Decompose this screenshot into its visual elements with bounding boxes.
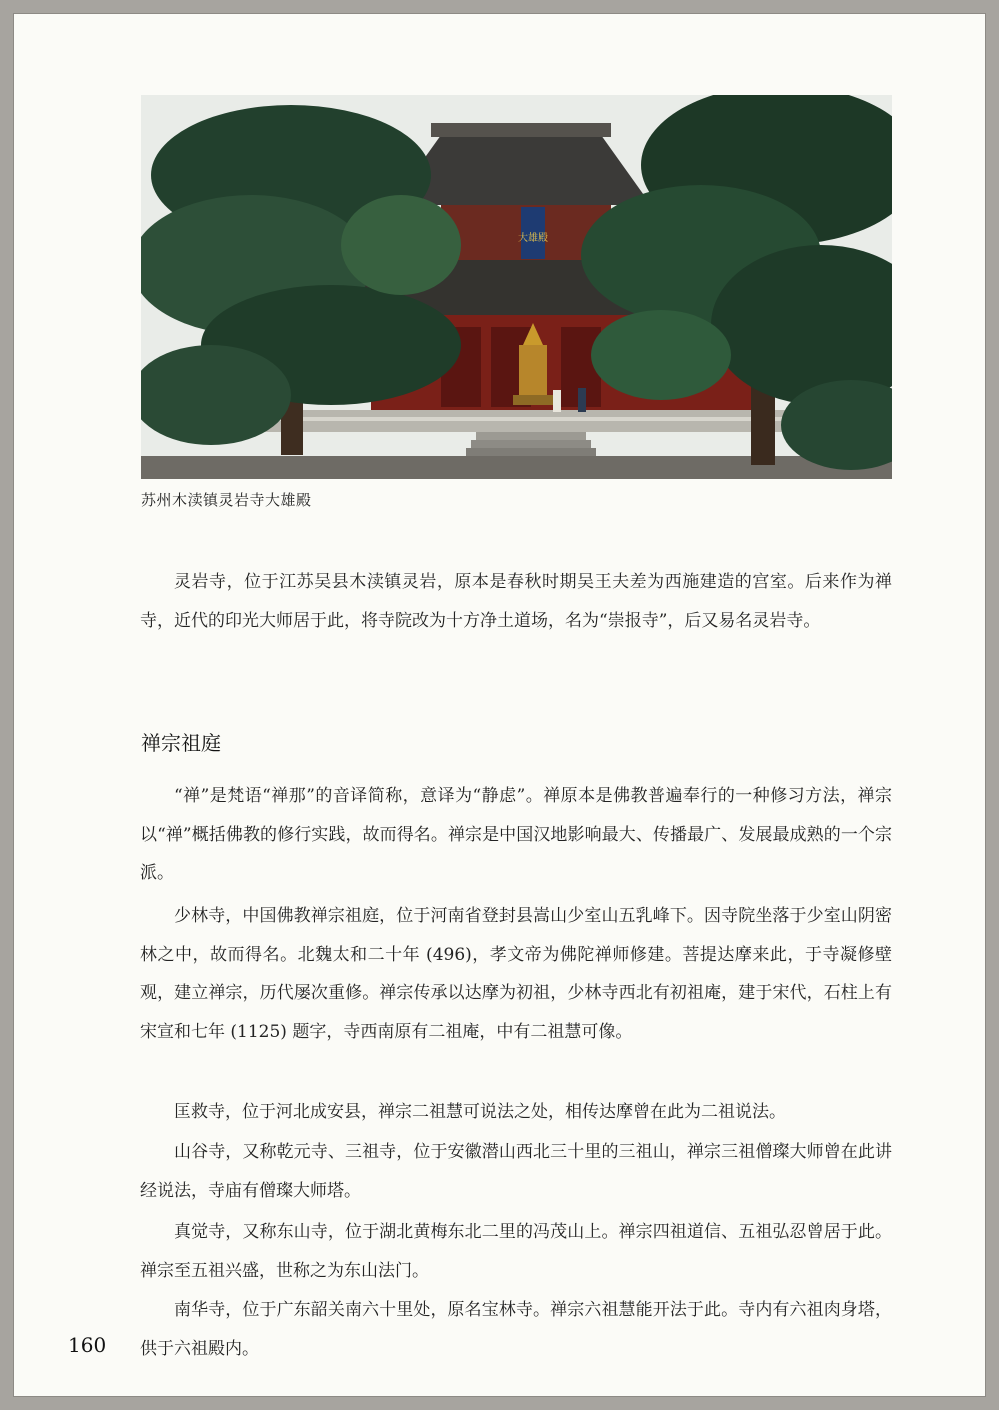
body-paragraph: 南华寺，位于广东韶关南六十里处，原名宝林寺。禅宗六祖慧能开法于此。寺内有六祖肉身塔，供于六祖殿内。 <box>140 1300 892 1359</box>
body-paragraph: 匡救寺，位于河北成安县，禅宗二祖慧可说法之处，相传达摩曾在此为二祖说法。 <box>174 1102 786 1122</box>
plaque-text: 大雄殿 <box>518 233 548 244</box>
section-heading: 禅宗祖庭 <box>141 731 221 755</box>
page-number: 160 <box>68 1333 107 1357</box>
photo-caption: 苏州木渎镇灵岩寺大雄殿 <box>141 491 312 509</box>
body-paragraph: 山谷寺，又称乾元寺、三祖寺，位于安徽潜山西北三十里的三祖山，禅宗三祖僧璨大师曾在此讲经说法，寺庙有僧璨大师塔。 <box>140 1142 892 1201</box>
temple-photo <box>141 95 892 479</box>
book-page <box>13 13 986 1397</box>
body-paragraph: “禅”是梵语“禅那”的音译简称，意译为“静虑”。禅原本是佛教普遍奉行的一种修习方法，禅宗以“禅”概括佛教的修行实践，故而得名。禅宗是中国汉地影响最大、传播最广、发展最成熟的一个宗派。 <box>140 786 892 883</box>
body-paragraph: 少林寺，中国佛教禅宗祖庭，位于河南省登封县嵩山少室山五乳峰下。因寺院坐落于少室山阴密林之中，故而得名。北魏太和二十年 (496)，孝文帝为佛陀禅师修建。菩提达摩来此，于寺凝修壁观，建立禅宗，历代屡次重修。禅宗传承以达摩为初祖，少林寺西北有初祖庵，建于宋代，石柱上有宋宣和七年 (1125) 题字，寺西南原有二祖庵，中有二祖慧可像。 <box>140 906 892 1042</box>
temple-photo-illustration <box>141 95 892 479</box>
intro-paragraph: 灵岩寺，位于江苏吴县木渎镇灵岩，原本是春秋时期吴王夫差为西施建造的宫室。后来作为禅寺，近代的印光大师居于此，将寺院改为十方净土道场，名为“崇报寺”，后又易名灵岩寺。 <box>140 572 892 631</box>
body-paragraph: 真觉寺，又称东山寺，位于湖北黄梅东北二里的冯茂山上。禅宗四祖道信、五祖弘忍曾居于此。禅宗至五祖兴盛，世称之为东山法门。 <box>140 1222 892 1281</box>
